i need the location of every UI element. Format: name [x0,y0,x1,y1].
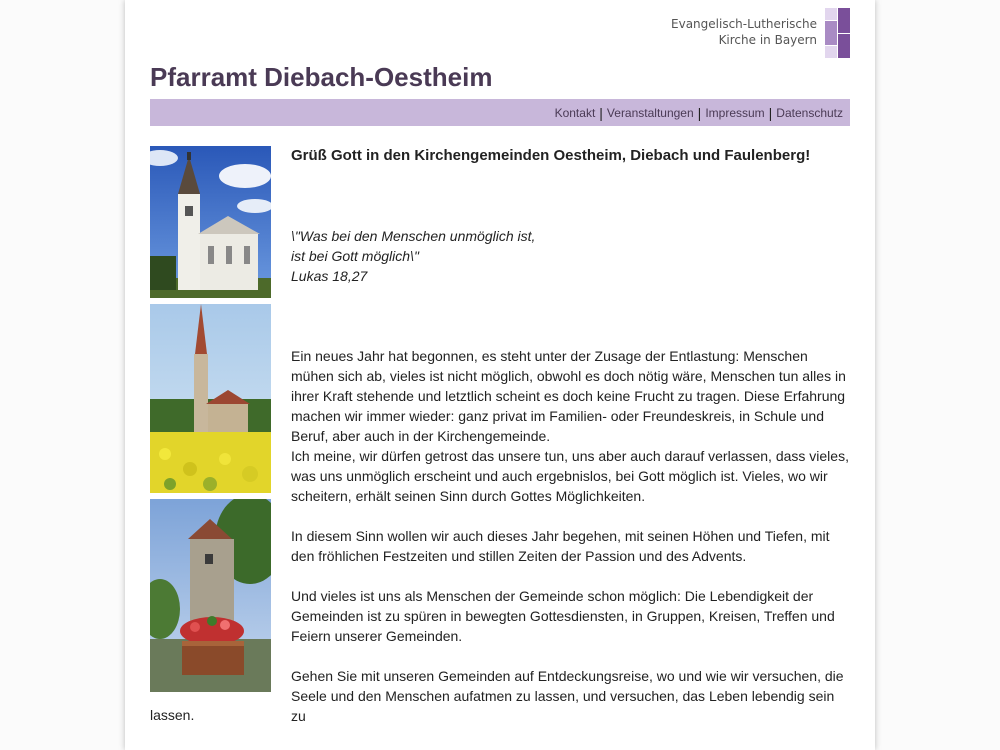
page-container [125,0,875,750]
nav-link-kontakt[interactable]: Kontakt [554,105,596,120]
greeting-heading: Grüß Gott in den Kirchengemeinden Oestheim, Diebach und Faulenberg! [291,147,811,164]
logo-line-2: Kirche in Bayern [718,33,817,47]
paragraph-4: Und vieles ist uns als Menschen der Gemeinde schon möglich: Die Lebendigkeit der Gemeinden ist zu spüren in bewegten Gottesdiensten, in Gruppen, Kreisen, Treffen und Feiern unserer Gemeinden. [291,588,835,644]
paragraph-2: Ich meine, wir dürfen getrost das unsere tun, uns aber auch darauf verlassen, dass vieles, was uns unmöglich erscheint und auch ergebnislos, bei Gott möglich ist. Vieles, wo wir scheitern, erhält seinen Sinn durch Gottes Möglichkeiten. [291,448,849,504]
nav-link-veranstaltungen[interactable]: Veranstaltungen [606,105,694,120]
paragraph-5: Gehen Sie mit unseren Gemeinden auf Entdeckungsreise, wo und wie wir versuchen, die Seele und den Menschen aufatmen zu lassen, und versuchen, das Leben lebendig sein zu [291,668,844,724]
nav-link-datenschutz[interactable]: Datenschutz [776,105,843,120]
body-text [291,346,851,726]
logo-line-1: Evangelisch-Lutherische [671,17,817,31]
nav-link-impressum[interactable]: Impressum [705,105,765,120]
church-photo-faulenberg [150,499,271,692]
elkb-logo[interactable] [671,8,850,58]
church-photo-diebach [150,304,271,493]
paragraph-3: In diesem Sinn wollen wir auch dieses Jahr begehen, mit seinen Höhen und Tiefen, mit den fröhlichen Festzeiten und stillen Zeiten der Passion und des Advents. [291,528,830,564]
quote-line-2: ist bei Gott möglich\" [291,248,419,264]
site-title: Pfarramt Diebach-Oestheim [150,62,493,92]
bible-quote [291,226,535,286]
paragraph-1: Ein neues Jahr hat begonnen, es steht unter der Zusage der Entlastung: Menschen mühen sich ab, vieles ist nicht möglich, obwohl es doch nötig wäre, Menschen tun alles in ihrer Kraft stehende und letztlich scheint es doch keine Frucht zu tragen. Diese Erfahrung machen wir immer wieder: ganz privat im Familien- oder Freundeskreis, in Schule und Beruf, aber auch in der Kirchengemeinde. [291,348,846,444]
logo-text [671,16,817,48]
nav-separator: | [768,104,773,121]
quote-line-1: \"Was bei den Menschen unmöglich ist, [291,228,536,244]
top-navigation [150,99,850,126]
paragraph-5-end: lassen. [150,707,195,723]
main-content [291,146,851,724]
nav-separator: | [697,104,702,121]
church-photo-oestheim [150,146,271,298]
quote-reference: Lukas 18,27 [291,268,368,284]
nav-separator: | [599,104,603,121]
logo-mark-icon [825,8,850,58]
